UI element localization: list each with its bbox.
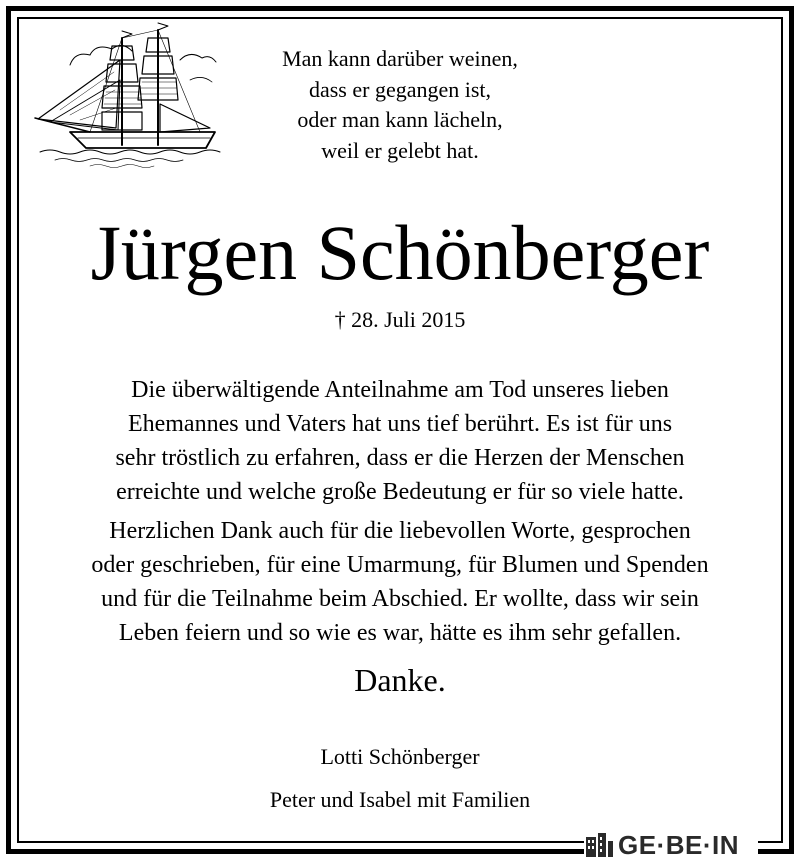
paragraph-line: Leben feiern und so wie es war, hätte es ihm sehr gefallen. — [118, 620, 682, 646]
paragraph-line: Ehemannes und Vaters hat uns tief berührt. Es ist für uns — [127, 411, 673, 437]
signature-line: Peter und Isabel mit Familien — [269, 787, 531, 812]
paragraph-line: sehr tröstlich zu erfahren, dass er die Herzen der Menschen — [115, 445, 685, 471]
publisher-logo — [584, 830, 758, 860]
verse-line: weil er gelebt hat. — [321, 137, 479, 163]
paragraph-line: oder geschrieben, für eine Umarmung, für Blumen und Spenden — [91, 552, 709, 578]
verse-line: dass er gegangen ist, — [308, 76, 492, 102]
paragraph-thanks — [30, 514, 770, 650]
paragraph-line: Herzlichen Dank auch für die liebevollen Worte, gesprochen — [109, 518, 691, 544]
logo-text: GE·BE·IN — [618, 830, 739, 860]
deceased-name: Jürgen Schönberger — [90, 209, 710, 296]
sailing-ship-icon — [30, 20, 235, 170]
paragraph-condolence — [30, 373, 770, 509]
building-icon — [584, 831, 614, 859]
verse-line: oder man kann lächeln, — [297, 107, 503, 132]
verse-line: Man kann darüber weinen, — [282, 46, 518, 71]
death-date: † 28. Juli 2015 — [334, 307, 466, 332]
thanks-word: Danke. — [354, 662, 446, 698]
paragraph-line: und für die Teilnahme beim Abschied. Er wollte, dass wir sein — [101, 586, 699, 612]
signature-line: Lotti Schönberger — [320, 744, 480, 769]
paragraph-line: Die überwältigende Anteilnahme am Tod unseres lieben — [131, 377, 669, 403]
verse — [250, 44, 550, 166]
paragraph-line: erreichte und welche große Bedeutung er für so viele hatte. — [116, 479, 684, 505]
